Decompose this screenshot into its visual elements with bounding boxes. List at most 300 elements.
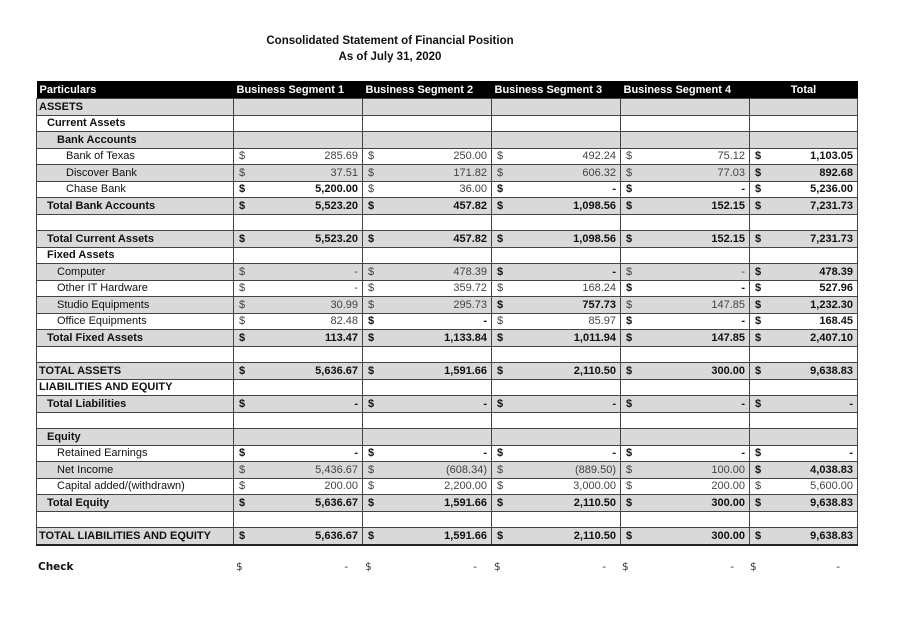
cell-segment-3 — [492, 429, 621, 446]
cell-total — [750, 181, 858, 198]
row-label: Studio Equipments — [37, 297, 234, 314]
currency-symbol: $ — [239, 364, 246, 377]
cell-segment-1 — [234, 412, 363, 429]
cell-segment-4 — [621, 379, 750, 396]
amount: 492.24 — [582, 150, 616, 163]
currency-symbol: $ — [626, 183, 633, 196]
amount: 2,407.10 — [810, 331, 853, 344]
amount: - — [602, 561, 606, 573]
row-label: TOTAL LIABILITIES AND EQUITY — [37, 528, 234, 545]
cell-segment-2 — [363, 478, 492, 495]
cell-total — [750, 511, 858, 528]
check-value-total — [750, 561, 850, 573]
statement-title-line1: Consolidated Statement of Financial Position — [266, 35, 514, 47]
amount: 200.00 — [711, 480, 745, 493]
cell-total — [750, 214, 858, 231]
amount: 7,231.73 — [810, 232, 853, 245]
cell-segment-4 — [621, 346, 750, 363]
currency-symbol: $ — [368, 183, 375, 196]
amount: (889.50) — [575, 463, 616, 476]
amount: - — [344, 561, 348, 573]
cell-segment-1 — [234, 478, 363, 495]
currency-symbol: $ — [239, 265, 246, 278]
currency-symbol: $ — [497, 496, 504, 509]
cell-total — [750, 115, 858, 132]
currency-symbol: $ — [755, 232, 762, 245]
cell-segment-4 — [621, 495, 750, 512]
cell-segment-3 — [492, 181, 621, 198]
currency-symbol: $ — [497, 364, 504, 377]
table-row — [37, 99, 858, 116]
cell-segment-1 — [234, 148, 363, 165]
table-row — [37, 445, 858, 462]
amount: 5,600.00 — [810, 480, 853, 493]
check-value-segment-4 — [622, 561, 744, 573]
currency-symbol: $ — [494, 561, 501, 573]
currency-symbol: $ — [755, 166, 762, 179]
cell-segment-1 — [234, 429, 363, 446]
cell-segment-1 — [234, 280, 363, 297]
cell-segment-3 — [492, 495, 621, 512]
currency-symbol: $ — [368, 480, 375, 493]
currency-symbol: $ — [497, 529, 504, 542]
currency-symbol: $ — [365, 561, 372, 573]
cell-segment-4 — [621, 528, 750, 545]
cell-segment-1 — [234, 313, 363, 330]
cell-segment-3 — [492, 478, 621, 495]
currency-symbol: $ — [755, 315, 762, 328]
amount: 1,103.05 — [810, 150, 853, 163]
row-label: Net Income — [37, 462, 234, 479]
currency-symbol: $ — [239, 529, 246, 542]
row-label — [37, 346, 234, 363]
financial-position-table — [36, 81, 858, 546]
amount: - — [354, 265, 358, 278]
amount: 300.00 — [711, 364, 745, 377]
cell-segment-4 — [621, 445, 750, 462]
amount: 300.00 — [711, 529, 745, 542]
currency-symbol: $ — [626, 315, 633, 328]
currency-symbol: $ — [368, 298, 375, 311]
amount: 2,200.00 — [444, 480, 487, 493]
currency-symbol: $ — [755, 447, 762, 460]
cell-segment-2 — [363, 165, 492, 182]
statement-title-date: As of July 31, 2020 — [338, 51, 442, 63]
currency-symbol: $ — [497, 397, 504, 410]
cell-total — [750, 280, 858, 297]
currency-symbol: $ — [497, 150, 504, 163]
amount: 147.85 — [711, 298, 745, 311]
currency-symbol: $ — [368, 331, 375, 344]
amount: 457.82 — [453, 232, 487, 245]
amount: - — [354, 397, 358, 410]
cell-segment-2 — [363, 297, 492, 314]
cell-segment-4 — [621, 462, 750, 479]
cell-segment-1 — [234, 396, 363, 413]
amount: 250.00 — [453, 150, 487, 163]
cell-total — [750, 148, 858, 165]
cell-segment-3 — [492, 528, 621, 545]
cell-total — [750, 346, 858, 363]
cell-segment-2 — [363, 379, 492, 396]
cell-total — [750, 99, 858, 116]
amount: 168.24 — [582, 282, 616, 295]
table-row — [37, 379, 858, 396]
cell-segment-2 — [363, 346, 492, 363]
cell-total — [750, 165, 858, 182]
currency-symbol: $ — [755, 150, 762, 163]
amount: - — [483, 447, 487, 460]
currency-symbol: $ — [626, 496, 633, 509]
cell-segment-2 — [363, 99, 492, 116]
currency-symbol: $ — [368, 265, 375, 278]
row-label: LIABILITIES AND EQUITY — [37, 379, 234, 396]
currency-symbol: $ — [239, 166, 246, 179]
cell-total — [750, 132, 858, 149]
cell-total — [750, 247, 858, 264]
cell-segment-3 — [492, 445, 621, 462]
cell-segment-2 — [363, 247, 492, 264]
cell-segment-3 — [492, 115, 621, 132]
statement-title — [230, 33, 550, 65]
cell-segment-3 — [492, 511, 621, 528]
cell-segment-4 — [621, 115, 750, 132]
amount: 1,591.66 — [444, 364, 487, 377]
row-label: Computer — [37, 264, 234, 281]
amount: - — [354, 447, 358, 460]
cell-segment-3 — [492, 396, 621, 413]
currency-symbol: $ — [626, 397, 633, 410]
cell-segment-3 — [492, 313, 621, 330]
amount: 5,636.67 — [315, 496, 358, 509]
currency-symbol: $ — [626, 364, 633, 377]
amount: - — [836, 561, 840, 573]
amount: 37.51 — [330, 166, 358, 179]
table-row — [37, 297, 858, 314]
amount: 5,236.00 — [810, 183, 853, 196]
table-row — [37, 264, 858, 281]
amount: - — [612, 265, 616, 278]
currency-symbol: $ — [239, 480, 246, 493]
row-label: Capital added/(withdrawn) — [37, 478, 234, 495]
cell-total — [750, 396, 858, 413]
cell-segment-2 — [363, 214, 492, 231]
cell-segment-1 — [234, 462, 363, 479]
currency-symbol: $ — [626, 265, 633, 278]
amount: 359.72 — [453, 282, 487, 295]
amount: 7,231.73 — [810, 199, 853, 212]
amount: - — [730, 561, 734, 573]
cell-total — [750, 198, 858, 215]
currency-symbol: $ — [755, 265, 762, 278]
currency-symbol: $ — [239, 463, 246, 476]
cell-segment-1 — [234, 247, 363, 264]
cell-segment-3 — [492, 297, 621, 314]
cell-segment-3 — [492, 148, 621, 165]
amount: 5,523.20 — [315, 199, 358, 212]
currency-symbol: $ — [236, 561, 243, 573]
cell-segment-1 — [234, 264, 363, 281]
cell-segment-1 — [234, 297, 363, 314]
currency-symbol: $ — [368, 463, 375, 476]
currency-symbol: $ — [239, 315, 246, 328]
cell-segment-4 — [621, 297, 750, 314]
cell-segment-4 — [621, 511, 750, 528]
header-segment-2: Business Segment 2 — [363, 81, 492, 99]
cell-total — [750, 445, 858, 462]
table-row — [37, 231, 858, 248]
cell-segment-3 — [492, 280, 621, 297]
amount: 152.15 — [711, 232, 745, 245]
amount: - — [473, 561, 477, 573]
currency-symbol: $ — [368, 315, 375, 328]
amount: 1,232.30 — [810, 298, 853, 311]
cell-segment-4 — [621, 181, 750, 198]
row-label: Total Equity — [37, 495, 234, 512]
table-row — [37, 462, 858, 479]
cell-segment-2 — [363, 429, 492, 446]
amount: 152.15 — [711, 199, 745, 212]
cell-segment-4 — [621, 363, 750, 380]
currency-symbol: $ — [239, 183, 246, 196]
row-label: Retained Earnings — [37, 445, 234, 462]
cell-segment-3 — [492, 346, 621, 363]
currency-symbol: $ — [497, 315, 504, 328]
amount: 1,133.84 — [444, 331, 487, 344]
header-segment-4: Business Segment 4 — [621, 81, 750, 99]
currency-symbol: $ — [626, 166, 633, 179]
amount: 30.99 — [330, 298, 358, 311]
row-label — [37, 511, 234, 528]
cell-segment-3 — [492, 231, 621, 248]
currency-symbol: $ — [368, 529, 375, 542]
amount: 5,436.67 — [315, 463, 358, 476]
cell-segment-4 — [621, 280, 750, 297]
amount: 75.12 — [717, 150, 745, 163]
cell-segment-4 — [621, 198, 750, 215]
table-row — [37, 247, 858, 264]
amount: 2,110.50 — [573, 529, 616, 542]
currency-symbol: $ — [497, 199, 504, 212]
cell-segment-4 — [621, 478, 750, 495]
currency-symbol: $ — [239, 232, 246, 245]
cell-segment-4 — [621, 412, 750, 429]
amount: 478.39 — [453, 265, 487, 278]
cell-segment-4 — [621, 214, 750, 231]
amount: 147.85 — [711, 331, 745, 344]
cell-segment-1 — [234, 511, 363, 528]
cell-segment-2 — [363, 363, 492, 380]
amount: 77.03 — [717, 166, 745, 179]
amount: 168.45 — [819, 315, 853, 328]
table-row — [37, 280, 858, 297]
table-row — [37, 165, 858, 182]
row-label: Office Equipments — [37, 313, 234, 330]
check-value-segment-2 — [365, 561, 487, 573]
currency-symbol: $ — [755, 463, 762, 476]
cell-total — [750, 412, 858, 429]
cell-segment-4 — [621, 396, 750, 413]
amount: 113.47 — [324, 331, 358, 344]
cell-segment-2 — [363, 412, 492, 429]
amount: 5,636.67 — [315, 529, 358, 542]
amount: 1,591.66 — [444, 496, 487, 509]
row-label: ASSETS — [37, 99, 234, 116]
amount: - — [483, 397, 487, 410]
table-row — [37, 313, 858, 330]
currency-symbol: $ — [239, 447, 246, 460]
amount: 9,638.83 — [810, 364, 853, 377]
cell-segment-1 — [234, 379, 363, 396]
cell-segment-2 — [363, 280, 492, 297]
currency-symbol: $ — [368, 232, 375, 245]
amount: 2,110.50 — [573, 364, 616, 377]
cell-segment-1 — [234, 214, 363, 231]
table-header-row — [37, 81, 858, 99]
currency-symbol: $ — [755, 496, 762, 509]
cell-segment-3 — [492, 462, 621, 479]
cell-segment-3 — [492, 99, 621, 116]
cell-segment-3 — [492, 132, 621, 149]
currency-symbol: $ — [239, 150, 246, 163]
amount: 3,000.00 — [573, 480, 616, 493]
currency-symbol: $ — [368, 199, 375, 212]
cell-segment-3 — [492, 247, 621, 264]
row-label: Total Liabilities — [37, 396, 234, 413]
row-label: Equity — [37, 429, 234, 446]
amount: 85.97 — [588, 315, 616, 328]
cell-segment-2 — [363, 330, 492, 347]
currency-symbol: $ — [755, 529, 762, 542]
table-body — [37, 99, 858, 545]
currency-symbol: $ — [755, 480, 762, 493]
row-label: Total Current Assets — [37, 231, 234, 248]
amount: 527.96 — [819, 282, 853, 295]
row-label: Fixed Assets — [37, 247, 234, 264]
cell-segment-1 — [234, 363, 363, 380]
amount: - — [741, 397, 745, 410]
cell-segment-1 — [234, 115, 363, 132]
row-label: Chase Bank — [37, 181, 234, 198]
currency-symbol: $ — [750, 561, 757, 573]
cell-segment-2 — [363, 313, 492, 330]
currency-symbol: $ — [626, 447, 633, 460]
amount: 285.69 — [324, 150, 358, 163]
table-row — [37, 528, 858, 545]
cell-segment-2 — [363, 132, 492, 149]
cell-segment-1 — [234, 132, 363, 149]
cell-total — [750, 363, 858, 380]
amount: - — [741, 282, 745, 295]
header-segment-1: Business Segment 1 — [234, 81, 363, 99]
cell-segment-2 — [363, 445, 492, 462]
cell-segment-2 — [363, 462, 492, 479]
amount: - — [354, 282, 358, 295]
cell-total — [750, 313, 858, 330]
amount: 4,038.83 — [810, 463, 853, 476]
amount: - — [741, 447, 745, 460]
amount: 200.00 — [324, 480, 358, 493]
amount: - — [741, 315, 745, 328]
table-row — [37, 115, 858, 132]
currency-symbol: $ — [626, 150, 633, 163]
cell-segment-2 — [363, 396, 492, 413]
cell-segment-1 — [234, 495, 363, 512]
check-value-segment-3 — [494, 561, 616, 573]
amount: 1,591.66 — [444, 529, 487, 542]
cell-segment-4 — [621, 165, 750, 182]
cell-segment-1 — [234, 445, 363, 462]
currency-symbol: $ — [626, 529, 633, 542]
cell-segment-1 — [234, 198, 363, 215]
currency-symbol: $ — [622, 561, 629, 573]
cell-segment-4 — [621, 429, 750, 446]
amount: 478.39 — [819, 265, 853, 278]
table-row — [37, 198, 858, 215]
amount: 1,011.94 — [573, 331, 616, 344]
currency-symbol: $ — [239, 397, 246, 410]
amount: 5,523.20 — [315, 232, 358, 245]
row-label: Bank of Texas — [37, 148, 234, 165]
currency-symbol: $ — [239, 282, 246, 295]
row-label: Total Bank Accounts — [37, 198, 234, 215]
cell-segment-3 — [492, 412, 621, 429]
table-row — [37, 132, 858, 149]
currency-symbol: $ — [497, 183, 504, 196]
cell-total — [750, 429, 858, 446]
table-row — [37, 429, 858, 446]
currency-symbol: $ — [626, 232, 633, 245]
cell-segment-3 — [492, 165, 621, 182]
amount: 100.00 — [711, 463, 745, 476]
currency-symbol: $ — [368, 397, 375, 410]
currency-symbol: $ — [239, 496, 246, 509]
currency-symbol: $ — [497, 282, 504, 295]
amount: 9,638.83 — [810, 529, 853, 542]
cell-segment-4 — [621, 247, 750, 264]
table-row — [37, 346, 858, 363]
currency-symbol: $ — [626, 463, 633, 476]
cell-segment-3 — [492, 198, 621, 215]
row-label: Other IT Hardware — [37, 280, 234, 297]
cell-segment-1 — [234, 528, 363, 545]
table-row — [37, 181, 858, 198]
cell-segment-1 — [234, 346, 363, 363]
cell-segment-4 — [621, 231, 750, 248]
currency-symbol: $ — [626, 480, 633, 493]
cell-segment-3 — [492, 264, 621, 281]
currency-symbol: $ — [368, 282, 375, 295]
currency-symbol: $ — [626, 298, 633, 311]
cell-segment-4 — [621, 148, 750, 165]
cell-segment-2 — [363, 198, 492, 215]
cell-segment-2 — [363, 115, 492, 132]
currency-symbol: $ — [497, 480, 504, 493]
cell-total — [750, 495, 858, 512]
amount: - — [612, 183, 616, 196]
amount: - — [483, 315, 487, 328]
cell-segment-2 — [363, 181, 492, 198]
cell-segment-4 — [621, 132, 750, 149]
amount: 892.68 — [819, 166, 853, 179]
currency-symbol: $ — [368, 447, 375, 460]
cell-segment-1 — [234, 231, 363, 248]
row-label: Bank Accounts — [37, 132, 234, 149]
amount: - — [741, 265, 745, 278]
header-segment-3: Business Segment 3 — [492, 81, 621, 99]
cell-total — [750, 264, 858, 281]
amount: - — [612, 397, 616, 410]
